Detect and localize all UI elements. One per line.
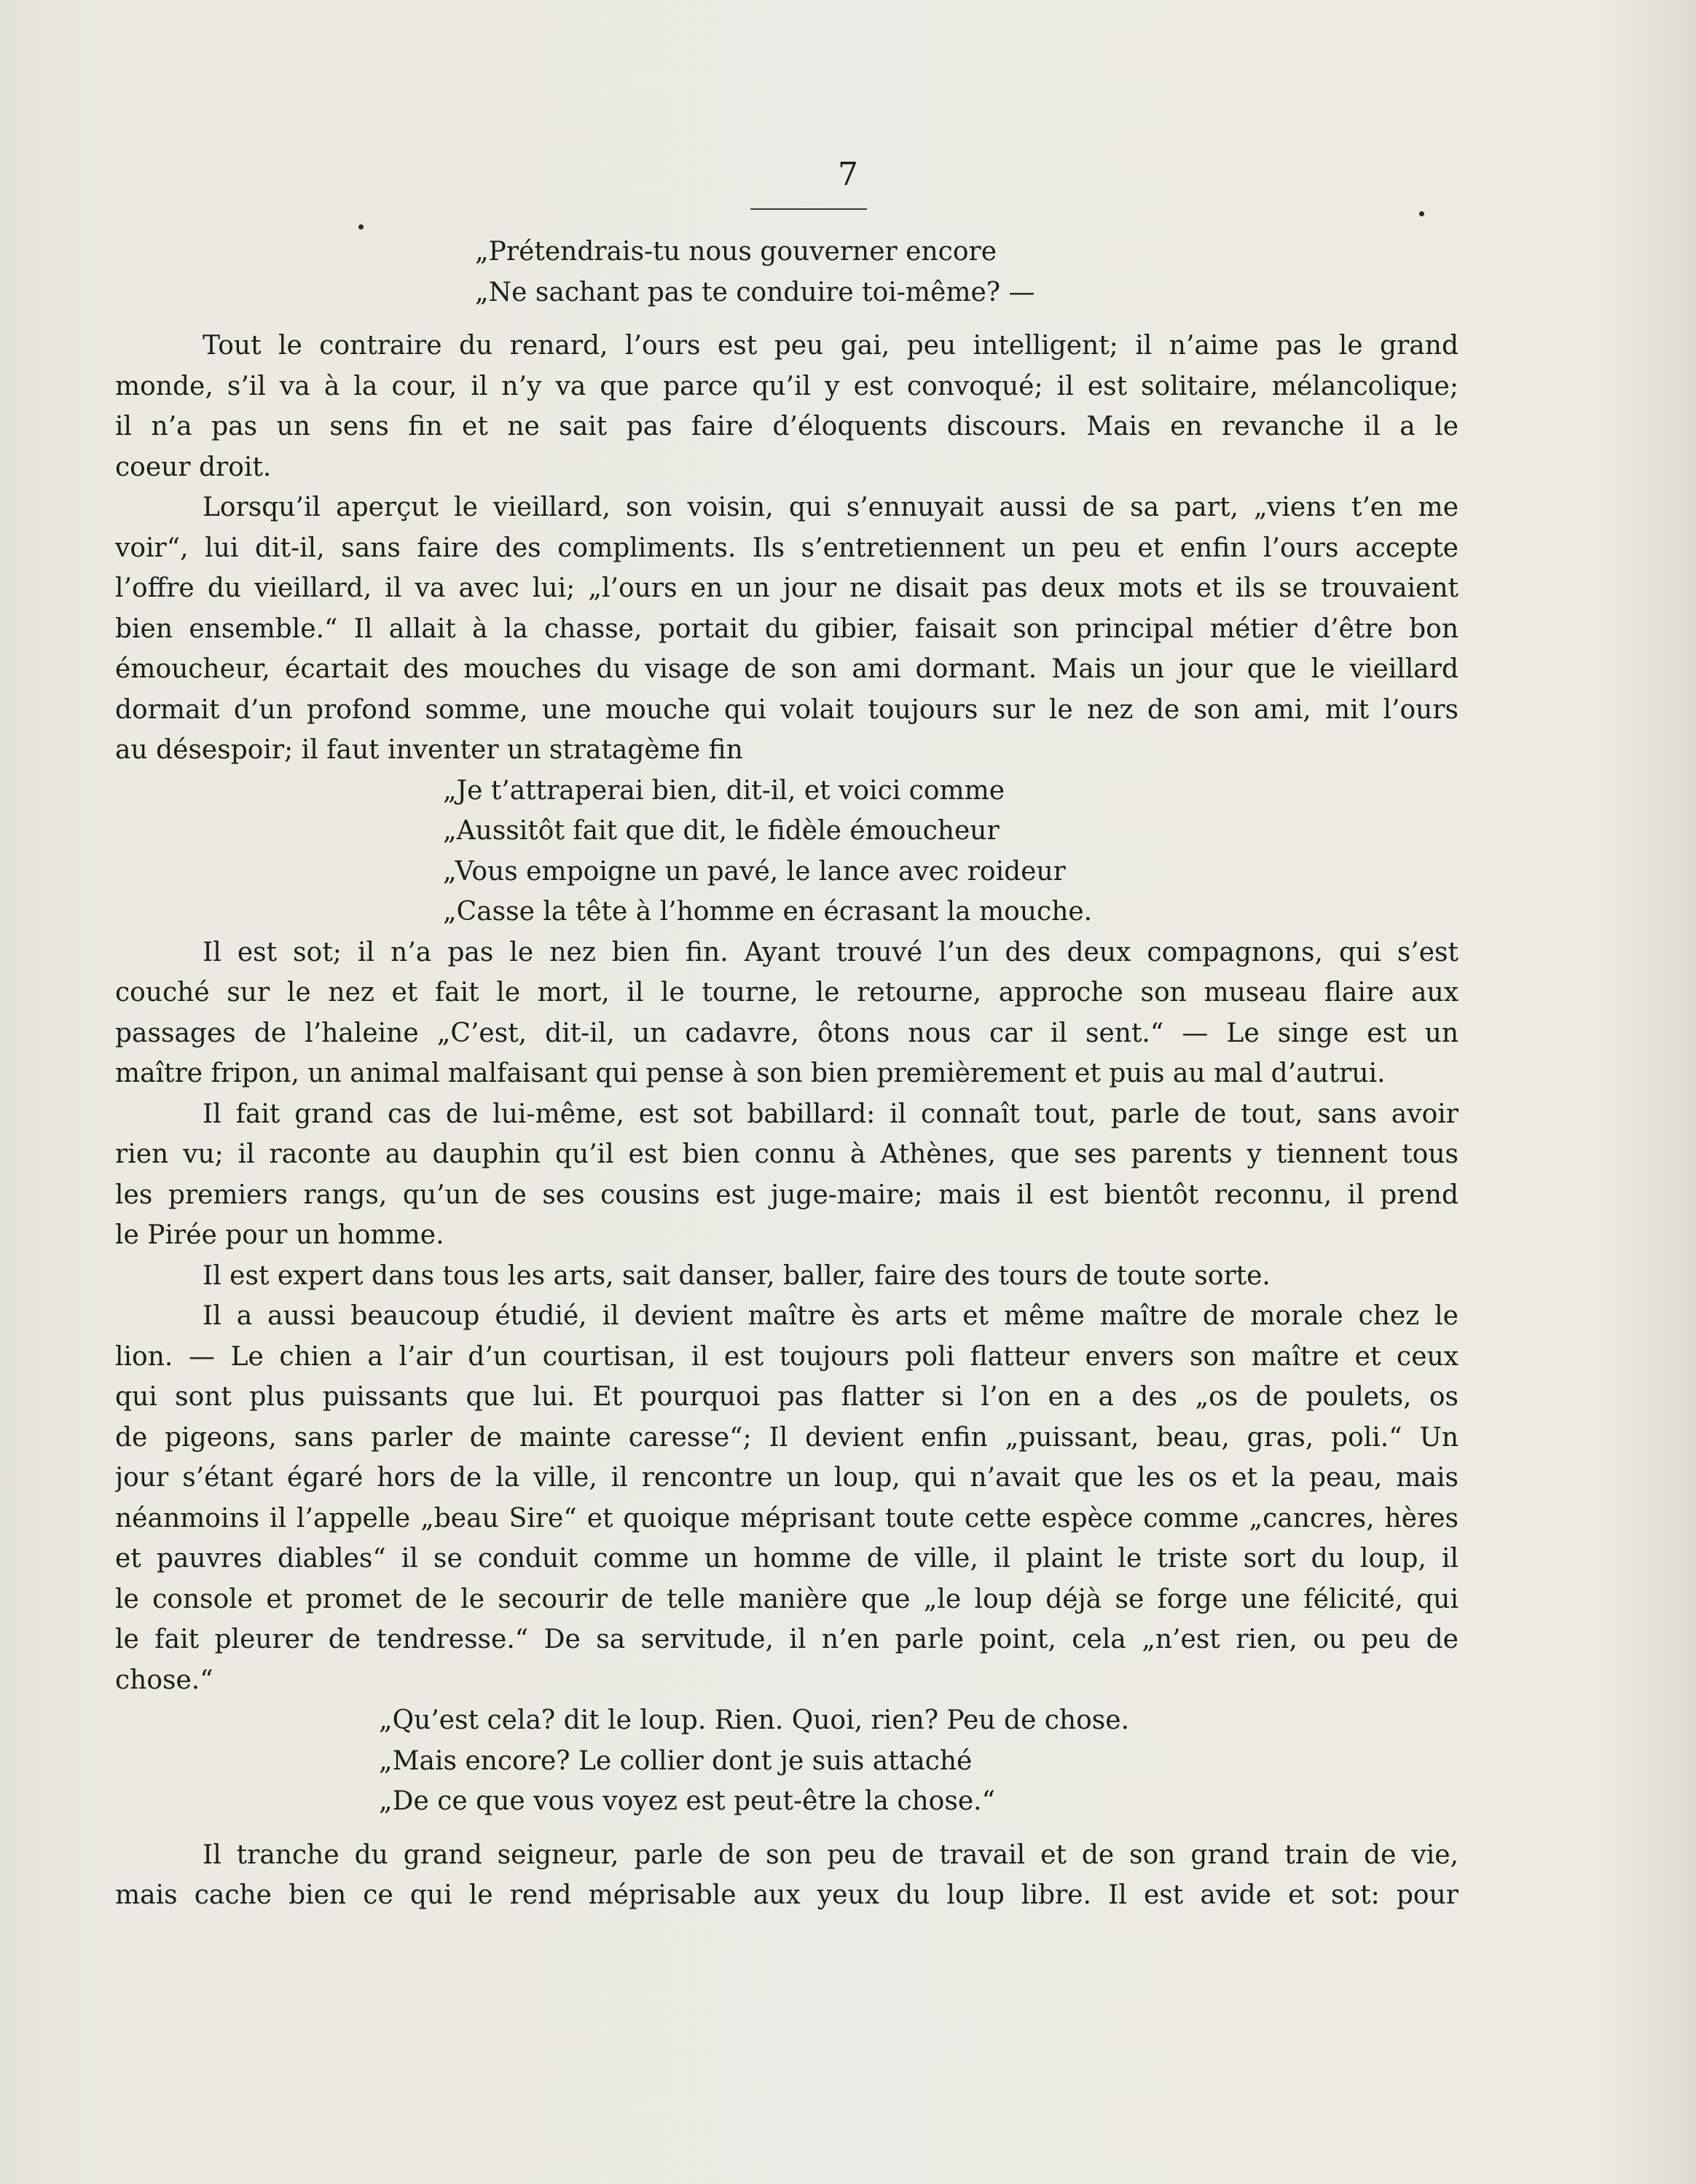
paragraph-line: l’offre du vieillard, il va avec lui; „l’ours en un jour ne disait pas deux mots et ils se trouvaient bbox=[115, 573, 1459, 603]
verse-line: „Je t’attraperai bien, dit-il, et voici comme bbox=[443, 775, 1005, 806]
paragraph-line: il n’a pas un sens fin et ne sait pas faire d’éloquents discours. Mais en revanche il a le bbox=[115, 412, 1459, 441]
paragraph-line: maître fripon, un animal malfaisant qui pense à son bien premièrement et puis au mal d’autrui. bbox=[115, 1058, 1386, 1088]
paragraph-line: jour s’étant égaré hors de la ville, il rencontre un loup, qui n’avait que les os et la peau, mais bbox=[115, 1463, 1459, 1493]
paragraph-line: et pauvres diables“ il se conduit comme un homme de ville, il plaint le triste sort du loup, il bbox=[115, 1544, 1459, 1574]
paragraph-line: Il tranche du grand seigneur, parle de son peu de travail et de son grand train de vie, bbox=[203, 1839, 1459, 1870]
verse-line: „Ne sachant pas te conduire toi-même? — bbox=[475, 277, 1035, 307]
paragraph-line: émoucheur, écartait des mouches du visage de son ami dormant. Mais un jour que le vieillard bbox=[115, 654, 1459, 684]
verse-line: „Vous empoigne un pavé, le lance avec roideur bbox=[443, 856, 1066, 887]
verse-line: „Casse la tête à l’homme en écrasant la mouche. bbox=[443, 897, 1093, 927]
paragraph-line: mais cache bien ce qui le rend méprisable aux yeux du loup libre. Il est avide et sot: pour bbox=[115, 1880, 1459, 1910]
paragraph-line: Il fait grand cas de lui-même, est sot babillard: il connaît tout, parle de tout, sans avoir bbox=[203, 1099, 1459, 1129]
paragraph-line: dormait d’un profond somme, une mouche qui volait toujours sur le nez de son ami, mit l’ours bbox=[115, 694, 1459, 725]
page-number: 7 bbox=[838, 156, 858, 193]
paragraph-line: monde, s’il va à la cour, il n’y va que parce qu’il y est convoqué; il est solitaire, mélancolique; bbox=[115, 371, 1459, 401]
paragraph-line: bien ensemble.“ Il allait à la chasse, portait du gibier, faisait son principal métier d’être bon bbox=[115, 613, 1459, 644]
paragraph-line: lion. — Le chien a l’air d’un courtisan, il est toujours poli flatteur envers son maître et ceux bbox=[115, 1341, 1459, 1372]
verse-line: „Qu’est cela? dit le loup. Rien. Quoi, rien? Peu de chose. bbox=[379, 1705, 1130, 1735]
paragraph-line: chose.“ bbox=[115, 1665, 213, 1695]
paragraph-line: Il est sot; il n’a pas le nez bien fin. Ayant trouvé l’un des deux compagnons, qui s’est bbox=[203, 937, 1459, 967]
paragraph-line: le Pirée pour un homme. bbox=[115, 1220, 444, 1250]
paragraph-line: Il a aussi beaucoup étudié, il devient maître ès arts et même maître de morale chez le bbox=[203, 1301, 1459, 1331]
verse-line: „Prétendrais-tu nous gouverner encore bbox=[475, 237, 997, 267]
page-number-rule bbox=[750, 208, 867, 210]
paragraph-line: néanmoins il l’appelle „beau Sire“ et quoique méprisant toute cette espèce comme „cancres, hères bbox=[115, 1503, 1459, 1533]
paragraph-line: rien vu; il raconte au dauphin qu’il est bien connu à Athènes, que ses parents y tiennent tous bbox=[115, 1139, 1459, 1169]
verse-line: „Aussitôt fait que dit, le fidèle émoucheur bbox=[443, 816, 1000, 846]
print-speck bbox=[358, 224, 364, 229]
paragraph-line: Lorsqu’il aperçut le vieillard, son voisin, qui s’ennuyait aussi de sa part, „viens t’en me bbox=[203, 492, 1459, 522]
paragraph-line: le fait pleurer de tendresse.“ De sa servitude, il n’en parle point, cela „n’est rien, ou peu de bbox=[115, 1625, 1459, 1654]
verse-line: „De ce que vous voyez est peut-être la chose.“ bbox=[379, 1786, 995, 1816]
verse-line: „Mais encore? Le collier dont je suis attaché bbox=[379, 1745, 973, 1776]
paragraph-line: au désespoir; il faut inventer un stratagème fin bbox=[115, 735, 743, 765]
paragraph-line: passages de l’haleine „C’est, dit-il, un cadavre, ôtons nous car il sent.“ — Le singe est un bbox=[115, 1018, 1459, 1048]
print-speck bbox=[1419, 211, 1424, 216]
paragraph-line: voir“, lui dit-il, sans faire des compliments. Ils s’entretiennent un peu et enfin l’ours accepte bbox=[115, 533, 1459, 563]
paragraph-line: Tout le contraire du renard, l’ours est peu gai, peu intelligent; il n’aime pas le grand bbox=[203, 331, 1459, 361]
paragraph-line: de pigeons, sans parler de mainte caresse“; Il devient enfin „puissant, beau, gras, poli.“ Un bbox=[115, 1422, 1459, 1453]
paragraph-line: Il est expert dans tous les arts, sait danser, baller, faire des tours de toute sorte. bbox=[203, 1260, 1271, 1291]
paragraph-line: le console et promet de le secourir de telle manière que „le loup déjà se forge une félicité, qui bbox=[115, 1584, 1459, 1614]
body-text bbox=[115, 232, 1459, 1916]
paragraph-line: coeur droit. bbox=[115, 452, 272, 482]
paragraph-line: couché sur le nez et fait le mort, il le tourne, le retourne, approche son museau flaire aux bbox=[115, 978, 1459, 1007]
paragraph-line: qui sont plus puissants que lui. Et pourquoi pas flatter si l’on en a des „os de poulets, os bbox=[115, 1382, 1459, 1412]
paragraph-line: les premiers rangs, qu’un de ses cousins est juge-maire; mais il est bientôt reconnu, il prend bbox=[115, 1179, 1459, 1210]
